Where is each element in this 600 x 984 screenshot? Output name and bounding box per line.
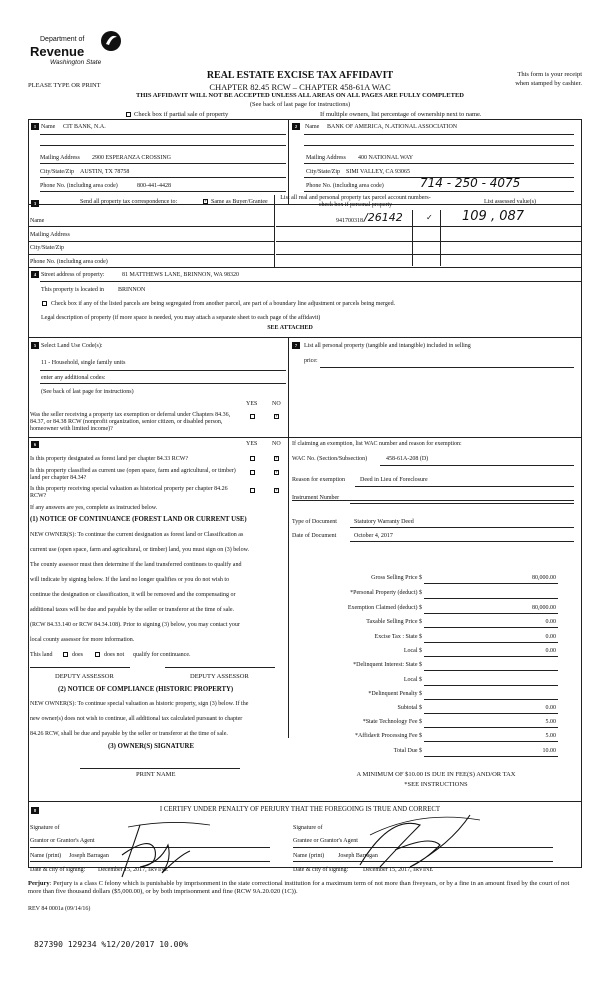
s6-q3: Is this property receiving special valuation as historical property per chapter 84.26 RCW? [30,486,228,499]
calc-value[interactable]: 80,000.00 [532,575,556,581]
send-to-label: Send all property tax correspondence to: [80,199,178,205]
grantor-sig-label: Signature of [30,825,60,831]
grantor-date[interactable]: December 15, 2017, IRVINE [98,867,168,873]
calc-value[interactable]: 0.00 [545,634,556,640]
does-not-checkbox[interactable] [95,652,100,657]
grantor-name-label: Name (print) [30,853,62,859]
does-label: does [72,652,83,658]
s5-yes-checkbox[interactable] [250,414,255,419]
warning-text: THIS AFFIDAVIT WILL NOT BE ACCEPTED UNLESS ALL AREAS ON ALL PAGES ARE FULLY COMPLETED [136,92,464,99]
segregated-checkbox[interactable] [42,301,47,306]
doc-type-value[interactable]: Statutory Warranty Deed [354,519,414,525]
personal-prop-check[interactable]: ✓ [426,213,433,222]
land-use-value[interactable]: 11 - Household, single family units [41,360,126,366]
revenue-logo-icon [100,30,122,52]
doc-type-label: Type of Document [292,519,337,525]
section-4-badge: 4 [31,271,39,278]
does-checkbox[interactable] [63,652,68,657]
buyer-city[interactable]: SIMI VALLEY, CA 93065 [346,169,411,175]
same-as-label: Same as Buyer/Grantee [211,199,268,205]
doc-date-value[interactable]: October 4, 2017 [354,533,393,539]
s3-phone-label: Phone No. (including area code) [30,259,108,265]
exemption-claim-label: If claiming an exemption, list WAC number and reason for exemption: [292,441,462,447]
receipt-line1: This form is your receipt [517,71,582,78]
s6-no: NO [272,441,281,447]
grantee-name[interactable]: Joseph Barragan [338,853,378,859]
s6-q1-yes[interactable] [250,456,255,461]
s6-q2: Is this property classified as current use (open space, farm and agricultural, or timber) land per chapter 84.34? [30,468,236,481]
section-2-badge: 2 [292,123,300,130]
value-header: List assessed value(s) [484,199,536,205]
buyer-phone-label: Phone No. (including area code) [306,183,384,189]
reason-label: Reason for exemption [292,477,345,483]
this-land: This land [30,652,53,658]
calc-label: Local $ [403,677,422,683]
buyer-mail-label: Mailing Address [306,155,346,161]
deputy-assessor-2: DEPUTY ASSESSOR [190,673,249,680]
calc-value[interactable]: 80,000.00 [532,605,556,611]
land-use-label: Select Land Use Code(s): [41,343,103,349]
receipt-stamp: 827390 129234 %12/20/2017 10.00% [34,940,189,949]
buyer-mail[interactable]: 400 NATIONAL WAY [358,155,414,161]
seller-name-label: Name [41,124,56,130]
dept-line2: Revenue [30,44,85,59]
notice2-title: (2) NOTICE OF COMPLIANCE (HISTORIC PROPERTY) [58,686,234,693]
s6-q3-yes[interactable] [250,488,255,493]
same-as-checkbox[interactable]: ✓ [204,199,209,204]
calc-value[interactable]: 5.00 [545,719,556,725]
reason-value[interactable]: Deed in Lieu of Foreclosure [360,477,428,483]
seller-phone[interactable]: 800-441-4428 [137,183,171,189]
assessed-value-handwritten[interactable]: 109 , 087 [462,209,525,224]
s6-q3-no[interactable]: ✓ [275,488,280,493]
exemption-question: Was the seller receiving a property tax exemption or deferral under Chapters 84.36, 84.37, or 84.38 RCW (nonprofit organization, senior citizen, or disabled person, homeowner with limited income)? [30,412,231,432]
please-type: PLEASE TYPE OR PRINT [28,82,101,89]
seller-city[interactable]: AUSTIN, TX 78758 [80,169,130,175]
partial-sale-label: Check box if partial sale of property [134,111,229,118]
see-attached: SEE ATTACHED [267,325,313,331]
calc-label: Total Due $ [393,748,422,754]
print-name: PRINT NAME [136,771,176,778]
grantor-agent-label: Grantor or Grantor's Agent [30,838,95,844]
seller-phone-label: Phone No. (including area code) [40,183,118,189]
calc-value[interactable]: 0.00 [545,619,556,625]
buyer-phone-handwritten[interactable]: 714 - 250 - 4075 [420,176,521,190]
notice2-line: 84.26 RCW, shall be due and payable by the seller or transferor at the time of sale. [30,731,228,737]
s6-q1-no[interactable]: ✓ [275,456,280,461]
notice2-line: NEW OWNER(S): To continue special valuation as historic property, sign (3) below. If the [30,701,249,707]
seller-name[interactable]: CIT BANK, N.A. [63,124,106,130]
s6-if-yes: If any answers are yes, complete as instructed below. [30,505,158,511]
grantee-sig-label: Signature of [293,825,323,831]
grantee-agent-label: Grantee or Grantor's Agent [293,838,358,844]
section-8-badge: 8 [31,807,39,814]
perjury-body: : Perjury is a class C felony which is punishable by imprisonment in the state correctional institution for a maximum term of not more than fiveyears, or by a fine in an amount fixed by the court of not more than five thousand dollars ($5,000.00), or by both imprisonment and fine (RCW 9A.20.020 (1C)). [28,880,570,895]
notice1-line: continue the designation or classification, it will be removed and the compensating or [30,592,236,598]
section-1-badge: 1 [31,123,39,130]
grantor-date-label: Date & city of signing: [30,867,86,873]
section-7-badge: 7 [292,342,300,349]
grantee-date-label: Date & city of signing: [293,867,349,873]
s5-see-back: (See back of last page for instructions) [41,389,134,395]
receipt-line2: when stamped by cashier. [515,80,582,87]
section-5-badge: 5 [31,342,39,349]
s5-yes: YES [246,401,258,407]
calc-label: *Affidavit Processing Fee $ [354,733,422,739]
calc-label: Excise Tax : State $ [374,634,422,640]
s3-city-label: City/State/Zip [30,245,64,251]
parcel-number[interactable]: 941700318 [336,218,363,224]
see-back: (See back of last page for instructions) [249,101,351,108]
dept-line1: Department of [40,36,85,43]
notice1-line: local county assessor for more information. [30,637,135,643]
calc-label: Gross Selling Price $ [371,575,422,581]
calc-label: Exemption Claimed (deduct) $ [347,605,422,611]
parcel-header: List all real and personal property tax parcel account numbers-check box if personal property [280,195,431,208]
legal-label: Legal description of property (if more space is needed, you may attach a separate sheet to each page of the affidavit) [41,315,321,321]
calc-value[interactable]: 0.00 [545,705,556,711]
calc-value[interactable]: 10.00 [542,748,556,754]
notice1-line: will indicate by signing below. If the land no longer qualifies or you do not wish to [30,577,230,583]
buyer-city-label: City/State/Zip [306,169,340,175]
calc-label: Taxable Selling Price $ [366,619,422,625]
certify: I CERTIFY UNDER PENALTY OF PERJURY THAT THE FOREGOING IS TRUE AND CORRECT [159,806,441,813]
grantee-signature-icon [340,805,490,880]
calc-label: *Delinquent Penalty $ [368,691,422,697]
rev-number: REV 84 0001a (09/14/16) [28,906,91,912]
price-label: price: [304,358,318,364]
street-address[interactable]: 81 MATTHEWS LANE, BRINNON, WA 98320 [122,272,240,278]
notice1-line: NEW OWNER(S): To continue the current designation as forest land or Classification as [30,532,244,538]
located-label: This property is located in [41,287,104,293]
perjury-label: Perjury [28,880,50,887]
revenue-logo [30,30,125,70]
owner-signature: (3) OWNER(S) SIGNATURE [108,743,194,750]
seller-city-label: City/State/Zip [40,169,74,175]
notice1-title: (1) NOTICE OF CONTINUANCE (FOREST LAND OR CURRENT USE) [30,516,247,523]
qualify-label: qualify for continuance. [133,652,191,658]
notice1-line: The county assessor must then determine if the land transferred continues to qualify and [30,562,242,568]
located-value[interactable]: BRINNON [118,287,146,293]
notice1-line: (RCW 84.33.140 or RCW 84.34.108). Prior to signing (3) below, you may contact your [30,622,240,628]
notice1-line: current use (open space, farm and agricultural, or timber) land, you must sign on (3) below. [30,547,250,553]
calc-value[interactable]: 0.00 [545,648,556,654]
parcel-handwritten[interactable]: /26142 [364,211,403,224]
does-not-label: does not [104,652,125,658]
calc-label: *Personal Property (deduct) $ [350,590,422,596]
s3-mail-label: Mailing Address [30,232,70,238]
calc-label: Subtotal $ [397,705,422,711]
minimum-due: A MINIMUM OF $10.00 IS DUE IN FEE(S) AND/OR TAX [356,771,516,778]
calc-label: Local $ [403,648,422,654]
section-3-badge: 3 [31,200,39,207]
calc-label: *State Technology Fee $ [362,719,422,725]
s6-yes: YES [246,441,258,447]
wac-label: WAC No. (Section/Subsection) [292,456,368,462]
section-6-badge: 6 [31,441,39,448]
calc-value[interactable]: 5.00 [545,733,556,739]
notice2-line: new owner(s) does not wish to continue, all additional tax calculated pursuant to chapter [30,716,243,722]
buyer-name[interactable]: BANK OF AMERICA, N.ATIONAL ASSOCIATION [327,124,458,130]
grantor-name[interactable]: Joseph Barragan [69,853,109,859]
calc-label: *Delinquent Interest: State $ [353,662,422,668]
doc-date-label: Date of Document [292,533,337,539]
s6-q1: Is this property designated as forest land per chapter 84.33 RCW? [30,456,189,462]
segregated-label: Check box if any of the listed parcels are being segregated from another parcel, are part of a boundary line adjustment or parcels being merged. [51,301,396,307]
grantee-name-label: Name (print) [293,853,325,859]
wac-value[interactable]: 458-61A-208 (D) [386,456,429,462]
instrument-label: Instrument Number [292,495,340,501]
s5-no-checkbox[interactable]: ✓ [275,414,280,419]
s6-q2-no[interactable]: ✓ [275,470,280,475]
perjury-text [28,880,582,896]
s5-no: NO [272,401,281,407]
s6-q2-yes[interactable] [250,470,255,475]
additional-codes: enter any additional codes: [41,375,106,381]
dept-line3: Washington State [50,59,102,66]
personal-prop-label: List all personal property (tangible and intangible) included in selling [304,343,471,349]
grantor-signature-icon [110,815,230,885]
buyer-name-label: Name [305,124,320,130]
form-title: REAL ESTATE EXCISE TAX AFFIDAVIT [206,70,394,81]
seller-mail-label: Mailing Address [40,155,80,161]
partial-sale-checkbox[interactable] [126,112,131,117]
form-chapter: CHAPTER 82.45 RCW – CHAPTER 458-61A WAC [209,82,391,92]
see-instructions: *SEE INSTRUCTIONS [404,781,468,788]
street-label: Street address of property: [41,272,105,278]
notice1-line: additional taxes will be due and payable by the seller or transferor at the time of sale. [30,607,235,613]
seller-mail[interactable]: 2900 ESPERANZA CROSSING [92,155,172,161]
deputy-assessor-1: DEPUTY ASSESSOR [55,673,114,680]
s3-name-label: Name [30,218,45,224]
grantee-date[interactable]: December 15, 2017, IRVINE [363,867,433,873]
multiple-owners: If multiple owners, list percentage of ownership next to name. [320,111,482,118]
